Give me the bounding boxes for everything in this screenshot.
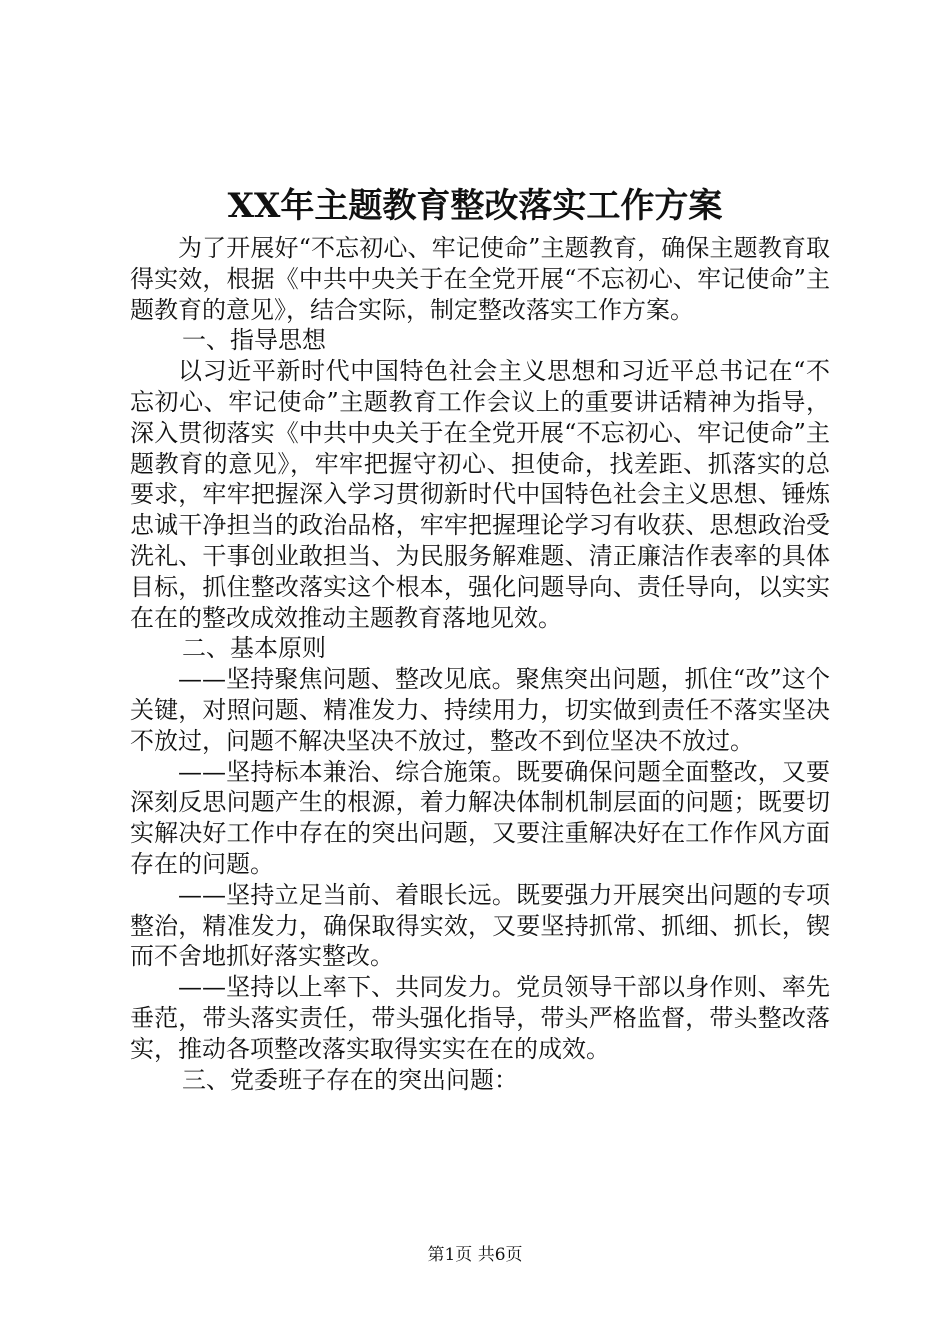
section-heading-guiding-thought: 一、指导思想	[182, 326, 326, 355]
principle-paragraph-1: ——坚持聚焦问题、整改见底。聚焦突出问题，抓住“改”这个关键，对照问题、精准发力、持续用力，切实做到责任不落实坚决不放过，问题不解决坚决不放过，整改不到位坚决不放过。	[130, 665, 830, 755]
document-title: XX年主题教育整改落实工作方案	[227, 186, 723, 226]
section-heading-prominent-problems: 三、党委班子存在的突出问题：	[182, 1065, 518, 1094]
document-body	[130, 233, 830, 1095]
intro-paragraph: 为了开展好“不忘初心、牢记使命”主题教育，确保主题教育取得实效，根据《中共中央关于在全党开展“不忘初心、牢记使命”主题教育的意见》，结合实际，制定整改落实工作方案。	[130, 234, 830, 324]
page-number: 第1页 共6页	[427, 1245, 523, 1265]
principle-paragraph-3: ——坚持立足当前、着眼长远。既要强力开展突出问题的专项整治，精准发力，确保取得实效，又要坚持抓常、抓细、抓长，锲而不舍地抓好落实整改。	[130, 880, 830, 971]
section-heading-basic-principles: 二、基本原则	[182, 634, 326, 663]
principle-paragraph-2: ——坚持标本兼治、综合施策。既要确保问题全面整改，又要深刻反思问题产生的根源，着力解决体制机制层面的问题；既要切实解决好工作中存在的突出问题，又要注重解决好在工作作风方面存在的问题。	[130, 757, 830, 878]
principle-paragraph-4: ——坚持以上率下、共同发力。党员领导干部以身作则、率先垂范，带头落实责任，带头强化指导，带头严格监督，带头整改落实，推动各项整改落实取得实实在在的成效。	[130, 973, 830, 1063]
guiding-thought-paragraph: 以习近平新时代中国特色社会主义思想和习近平总书记在“不忘初心、牢记使命”主题教育工作会议上的重要讲话精神为指导，深入贯彻落实《中共中央关于在全党开展“不忘初心、牢记使命”主题教育的意见》，牢牢把握守初心、担使命，找差距、抓落实的总要求，牢牢把握深入学习贯彻新时代中国特色社会主义思想、锤炼忠诚干净担当的政治品格，牢牢把握理论学习有收获、思想政治受洗礼、干事创业敢担当、为民服务解难题、清正廉洁作表率的具体目标，抓住整改落实这个根本，强化问题导向、责任导向，以实实在在的整改成效推动主题教育落地见效。	[130, 357, 830, 632]
